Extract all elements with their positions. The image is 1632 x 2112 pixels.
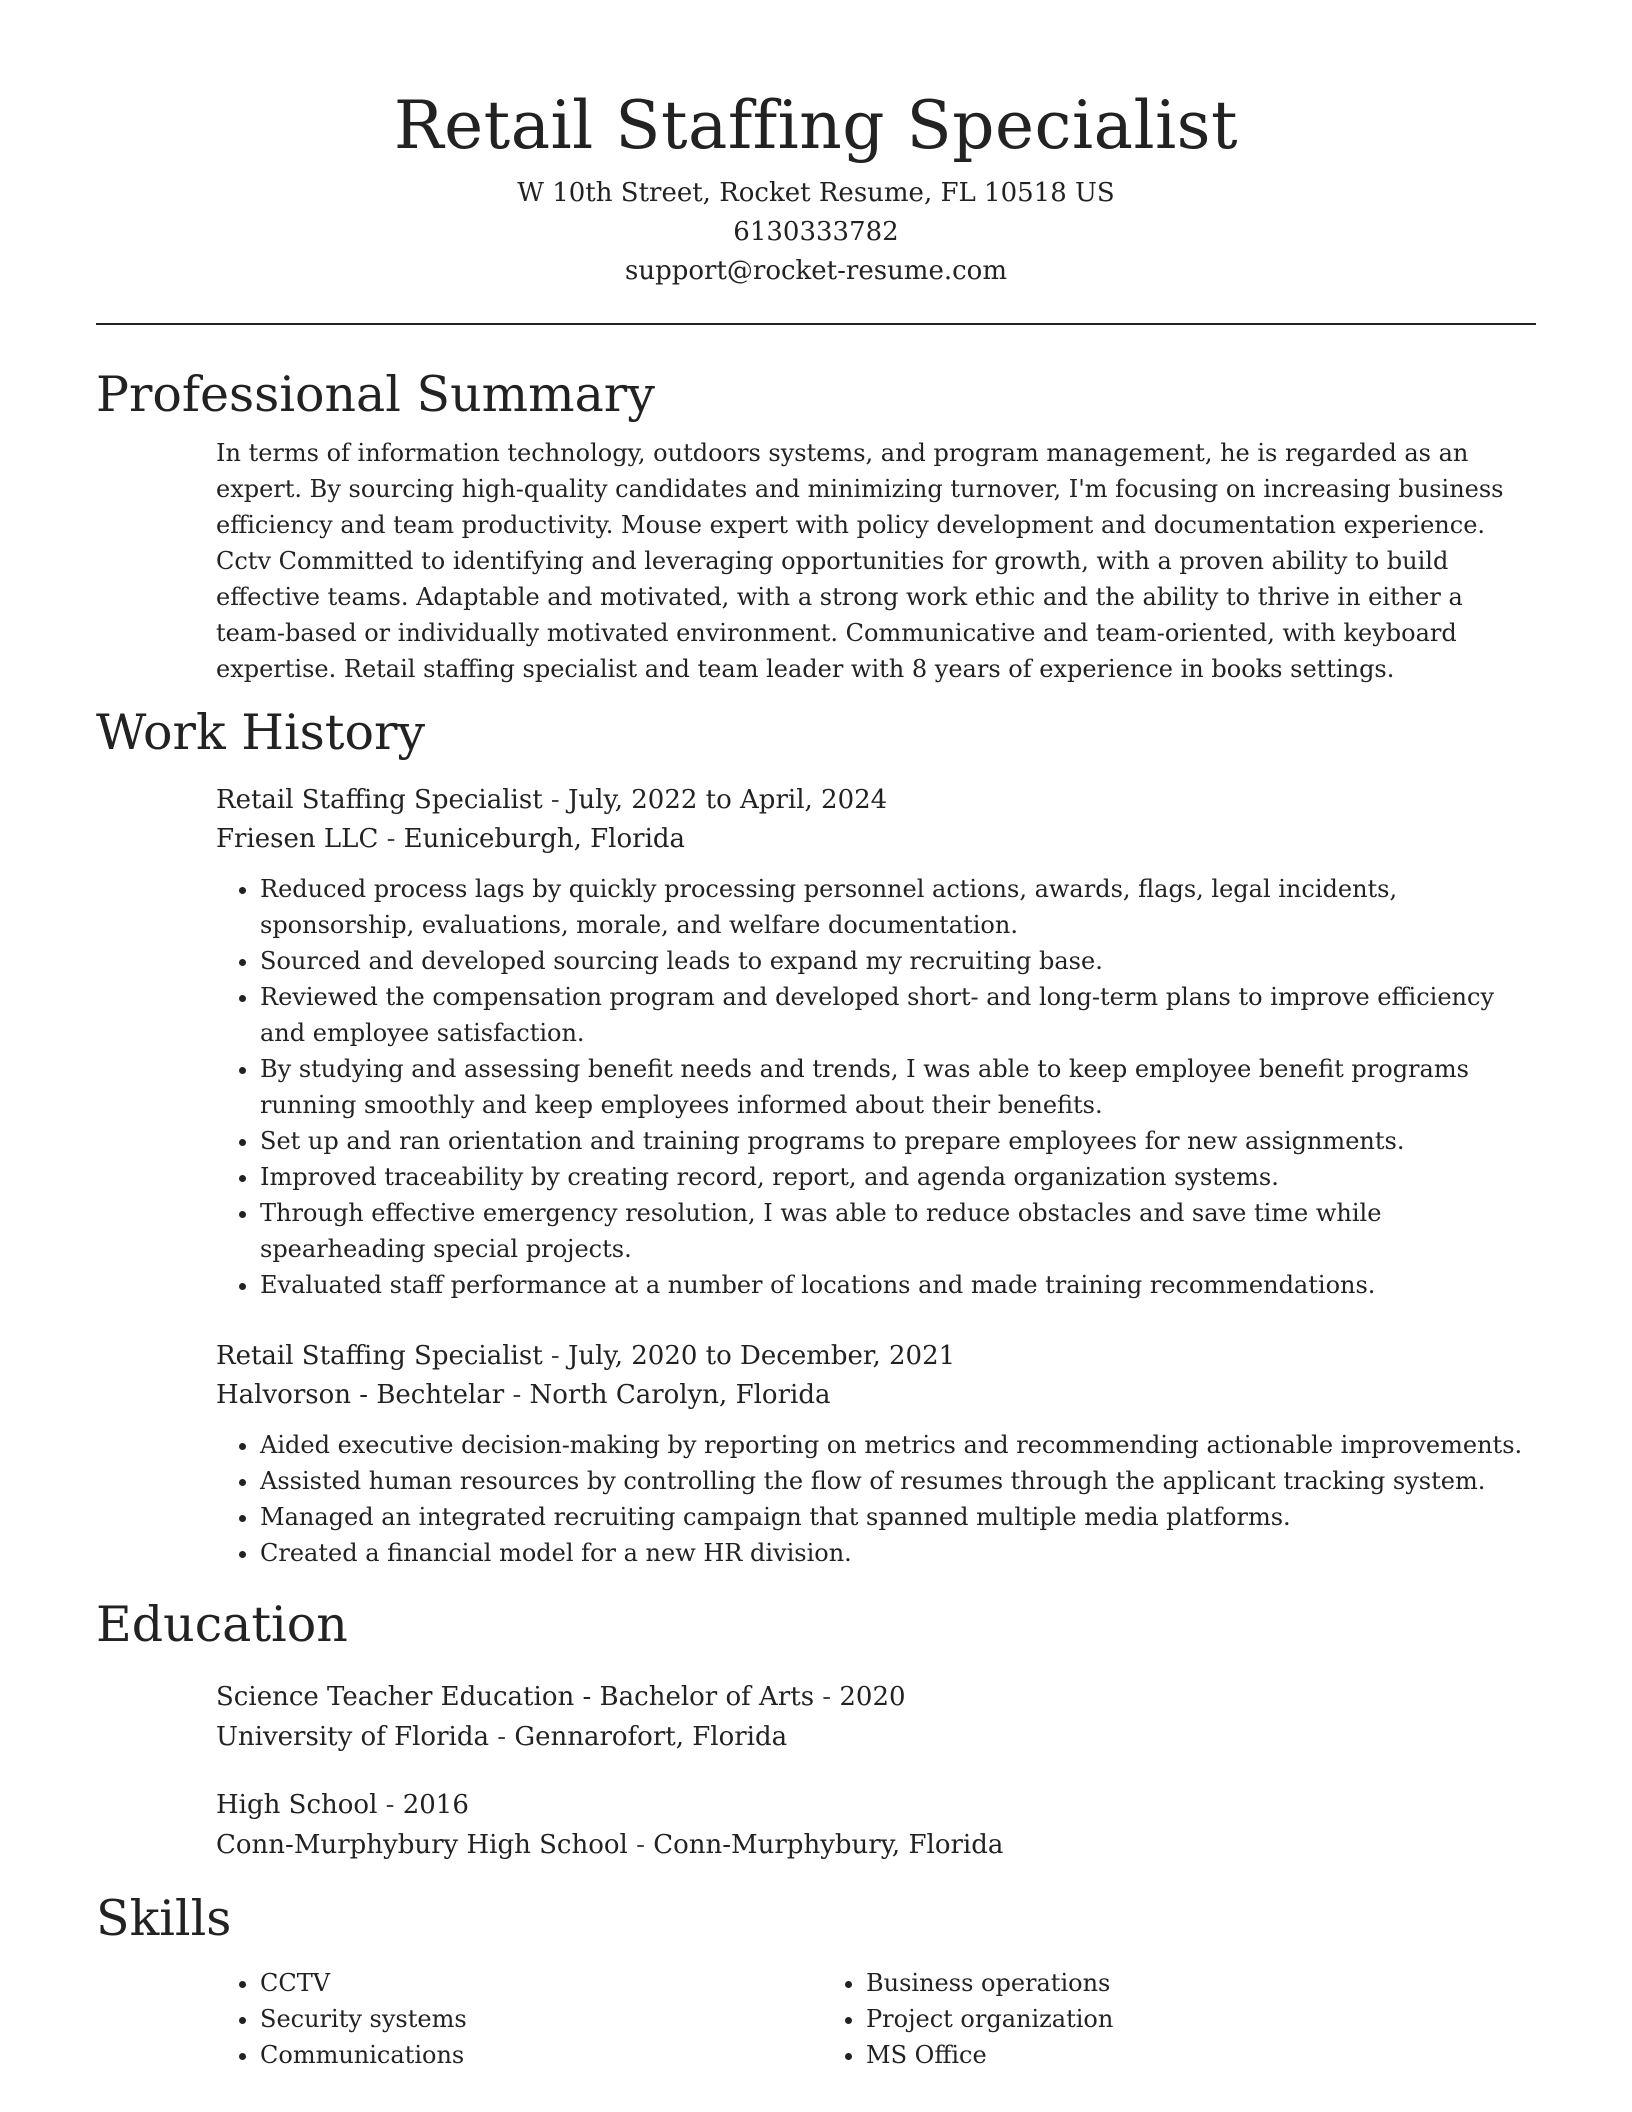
resume-page xyxy=(96,0,1536,2073)
job-title-line: Retail Staffing Specialist - July, 2020 to December, 2021 xyxy=(216,1341,956,1371)
skill-item: • Project organization xyxy=(866,2001,1428,2037)
skill-item: • CCTV xyxy=(260,1965,822,2001)
summary-text: In terms of information technology, outdoors systems, and program management, he is regarded as an expert. By sourcing high-quality candidates and minimizing turnover, I'm focusing on increasing business efficiency and team productivity. Mouse expert with policy development and documentation experience. Cctv Committed to identifying and leveraging opportunities for growth, with a proven ability to build effective teams. Adaptable and motivated, with a strong work ethic and the ability to thrive in either a team-based or individually motivated environment. Communicative and team-oriented, with keyboard expertise. Retail staffing specialist and team leader with 8 years of experience in books settings. xyxy=(216,439,1504,683)
phone: 6130333782 xyxy=(733,217,899,247)
job-bullet: • Through effective emergency resolution, I was able to reduce obstacles and save time while spearheading special projects. xyxy=(260,1195,1536,1267)
graduation-year: 2020 xyxy=(839,1682,906,1712)
job-bullet: • Aided executive decision-making by reporting on metrics and recommending actionable improvements. xyxy=(260,1427,1536,1463)
job-location: Euniceburgh, Florida xyxy=(403,824,686,854)
job-entry xyxy=(216,781,1536,1303)
degree: Science Teacher Education - Bachelor of Arts xyxy=(216,1682,815,1712)
school: University of Florida xyxy=(216,1722,489,1752)
school-line: University of Florida - Gennarofort, Florida xyxy=(216,1722,788,1752)
header-divider xyxy=(96,323,1536,325)
job-entry xyxy=(216,1337,1536,1571)
skills-section xyxy=(96,1887,1536,2073)
skills-columns xyxy=(216,1965,1536,2073)
job-bullet: • Sourced and developed sourcing leads to expand my recruiting base. xyxy=(260,943,1536,979)
summary-section xyxy=(96,363,1536,687)
work-history-section xyxy=(96,701,1536,1571)
job-bullet: • Set up and ran orientation and training programs to prepare employees for new assignments. xyxy=(260,1123,1536,1159)
school-line: Conn-Murphybury High School - Conn-Murphybury, Florida xyxy=(216,1830,1004,1860)
skills-column-left xyxy=(216,1965,822,2073)
skill-item: • Business operations xyxy=(866,1965,1428,2001)
section-title-summary: Professional Summary xyxy=(96,366,655,423)
address: W 10th Street, Rocket Resume, FL 10518 US xyxy=(517,178,1115,208)
skill-item: • Security systems xyxy=(260,2001,822,2037)
job-company: Halvorson - Bechtelar xyxy=(216,1380,505,1410)
job-role: Retail Staffing Specialist xyxy=(216,785,543,815)
degree-line: High School - 2016 xyxy=(216,1790,469,1820)
job-bullet: • Reduced process lags by quickly processing personnel actions, awards, flags, legal incidents, sponsorship, evaluations, morale, and welfare documentation. xyxy=(260,871,1536,943)
education-section xyxy=(96,1593,1536,1865)
job-bullet: • Managed an integrated recruiting campaign that spanned multiple media platforms. xyxy=(260,1499,1536,1535)
skill-item: • Communications xyxy=(260,2037,822,2073)
job-company-line: Friesen LLC - Euniceburgh, Florida xyxy=(216,824,686,854)
job-bullet: • Reviewed the compensation program and developed short- and long-term plans to improve efficiency and employee satisfaction. xyxy=(260,979,1536,1051)
job-bullet: • Created a financial model for a new HR division. xyxy=(260,1535,1536,1571)
job-company: Friesen LLC xyxy=(216,824,379,854)
job-bullets xyxy=(216,1427,1536,1571)
job-bullet: • Evaluated staff performance at a number of locations and made training recommendations. xyxy=(260,1267,1536,1303)
resume-header xyxy=(96,0,1536,291)
job-bullet: • By studying and assessing benefit needs and trends, I was able to keep employee benefit programs running smoothly and keep employees informed about their benefits. xyxy=(260,1051,1536,1123)
job-company-line: Halvorson - Bechtelar - North Carolyn, Florida xyxy=(216,1380,831,1410)
section-title-work-history: Work History xyxy=(96,704,426,761)
degree: High School xyxy=(216,1790,378,1820)
candidate-name: Retail Staffing Specialist xyxy=(393,87,1239,164)
section-title-skills: Skills xyxy=(96,1890,232,1947)
job-bullets xyxy=(216,871,1536,1303)
school-location: Gennarofort, Florida xyxy=(514,1722,788,1752)
education-entry xyxy=(216,1677,1536,1757)
job-bullet: • Assisted human resources by controlling the flow of resumes through the applicant tracking system. xyxy=(260,1463,1536,1499)
contact-block xyxy=(96,174,1536,291)
section-title-education: Education xyxy=(96,1596,348,1653)
skill-item: • MS Office xyxy=(866,2037,1428,2073)
school: Conn-Murphybury High School xyxy=(216,1830,628,1860)
job-dates: July, 2022 to April, 2024 xyxy=(567,785,888,815)
job-role: Retail Staffing Specialist xyxy=(216,1341,543,1371)
job-location: North Carolyn, Florida xyxy=(529,1380,831,1410)
job-dates: July, 2020 to December, 2021 xyxy=(567,1341,956,1371)
skills-column-right xyxy=(822,1965,1428,2073)
job-title-line: Retail Staffing Specialist - July, 2022 to April, 2024 xyxy=(216,785,888,815)
email: support@rocket-resume.com xyxy=(624,256,1007,286)
degree-line: Science Teacher Education - Bachelor of Arts - 2020 xyxy=(216,1682,906,1712)
graduation-year: 2016 xyxy=(402,1790,469,1820)
job-bullet: • Improved traceability by creating record, report, and agenda organization systems. xyxy=(260,1159,1536,1195)
school-location: Conn-Murphybury, Florida xyxy=(653,1830,1004,1860)
education-entry xyxy=(216,1785,1536,1865)
